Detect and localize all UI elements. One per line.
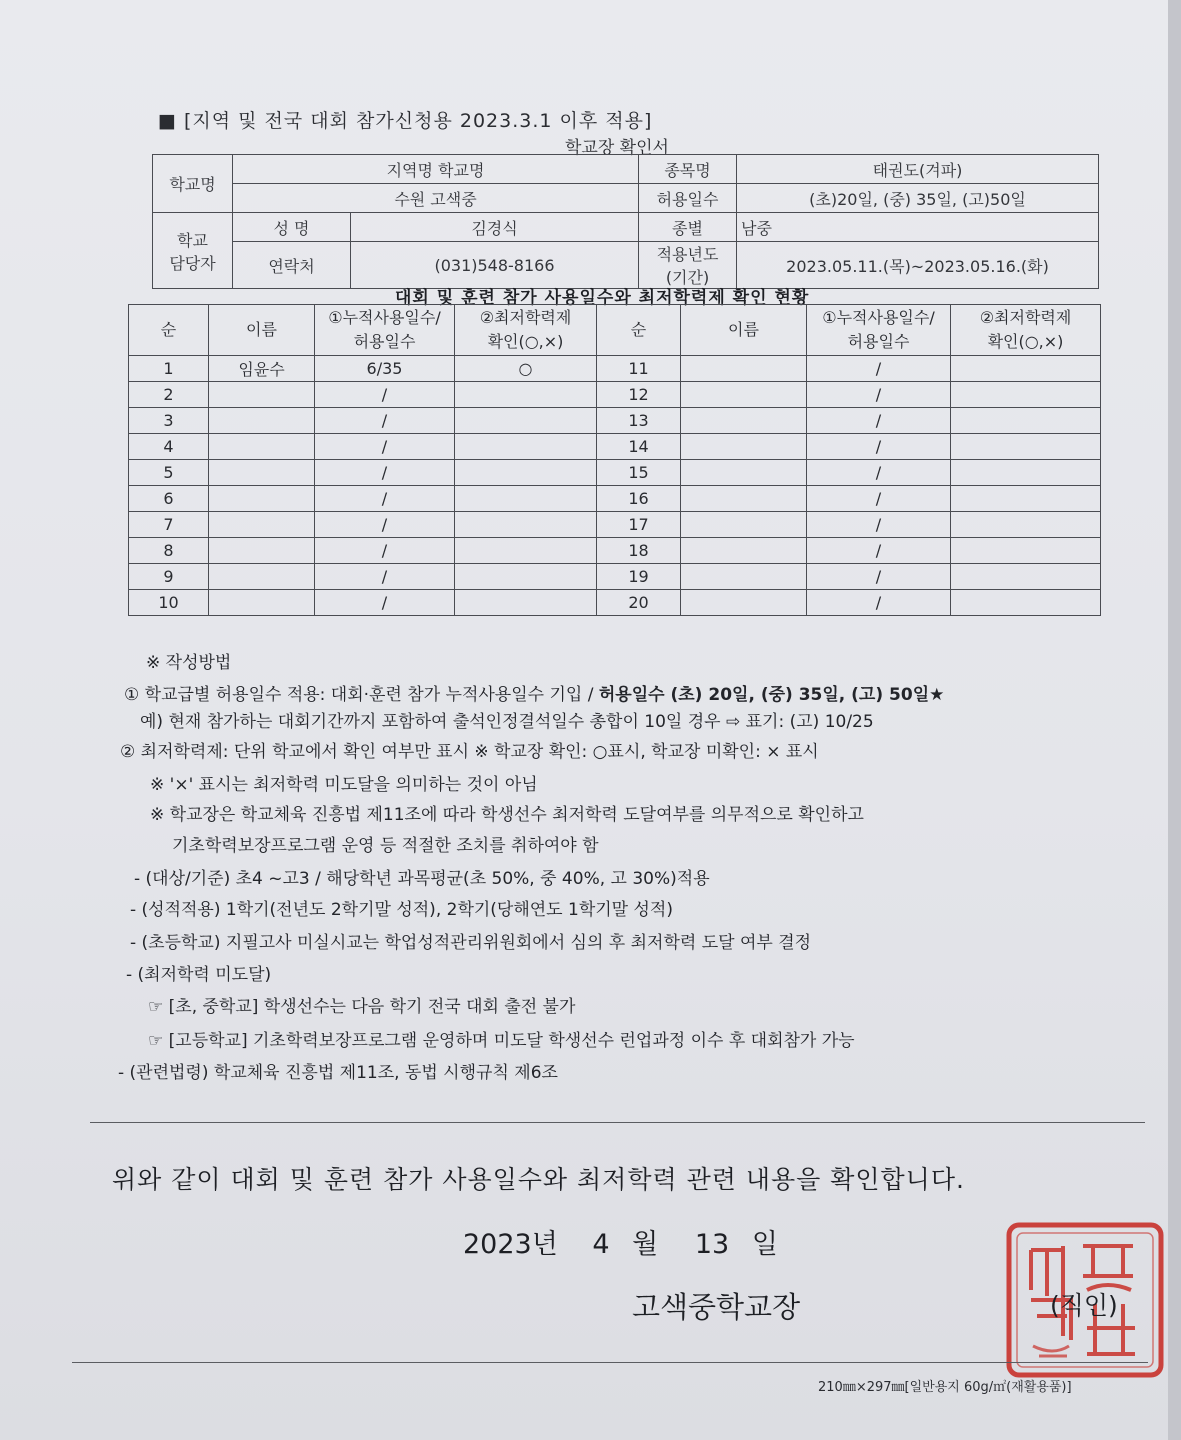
- paper-spec-footnote: 210㎜×297㎜[일반용지 60g/㎡(재활용품)]: [818, 1380, 1072, 1395]
- row-no: 5: [129, 460, 209, 486]
- section-title: 대회 및 훈련 참가 사용일수와 최저학력제 확인 현황: [395, 288, 810, 308]
- instruction-line-10: - (최저학력 미도달): [126, 965, 272, 985]
- row-days: 6/35: [315, 356, 455, 382]
- header-days-right-line2: 허용일수: [847, 332, 910, 351]
- row-days: /: [315, 460, 455, 486]
- gender-value: 남중: [737, 213, 1099, 242]
- row-check: [455, 382, 597, 408]
- row-name: [209, 538, 315, 564]
- instructions-heading: ※ 작성방법: [146, 653, 232, 673]
- school-region-label: 지역명 학교명: [233, 155, 639, 184]
- row-check-right: [951, 460, 1101, 486]
- row-days-right: /: [807, 356, 951, 382]
- row-no-right: 19: [597, 564, 681, 590]
- period-value: 2023.05.11.(목)~2023.05.16.(화): [737, 242, 1099, 289]
- row-name-right: [681, 564, 807, 590]
- date-day: 13: [694, 1229, 730, 1260]
- allowed-days-value: (초)20일, (중) 35일, (고)50일: [737, 184, 1099, 213]
- manager-label: [153, 213, 233, 289]
- row-no-right: 11: [597, 356, 681, 382]
- row-days: /: [315, 512, 455, 538]
- page-edge: [1168, 0, 1181, 1440]
- school-label: 학교명: [153, 155, 233, 213]
- instruction-line-6: 기초학력보장프로그램 운영 등 적절한 조치를 취하여야 함: [172, 836, 599, 856]
- row-no: 9: [129, 564, 209, 590]
- instruction-line-7: - (대상/기준) 초4 ~고3 / 해당학년 과목평균(초 50%, 중 40%, 고 30%)적용: [134, 869, 710, 889]
- row-name-right: [681, 512, 807, 538]
- confirmation-statement: 위와 같이 대회 및 훈련 참가 사용일수와 최저학력 관련 내용을 확인합니다.: [112, 1165, 965, 1194]
- header-check-line2: 확인(○,×): [487, 332, 564, 351]
- header-no-right: 순: [597, 305, 681, 356]
- row-no: 8: [129, 538, 209, 564]
- row-days: /: [315, 486, 455, 512]
- school-value: 수원 고색중: [233, 184, 639, 213]
- manager-label-line1: 학교: [177, 230, 208, 250]
- row-check-right: [951, 512, 1101, 538]
- row-name: [209, 564, 315, 590]
- row-check: [455, 434, 597, 460]
- row-days-right: /: [807, 538, 951, 564]
- header-days-line2: 허용일수: [353, 332, 416, 351]
- header-no: 순: [129, 305, 209, 356]
- event-value: 태권도(겨파): [737, 155, 1099, 184]
- row-days: /: [315, 434, 455, 460]
- manager-label-line2: 담당자: [169, 253, 216, 273]
- header-check-right-line2: 확인(○,×): [987, 332, 1064, 351]
- row-no-right: 12: [597, 382, 681, 408]
- name-value: 김경식: [351, 213, 639, 242]
- header-days: [315, 305, 455, 356]
- table-row: [129, 564, 1101, 590]
- row-name-right: [681, 460, 807, 486]
- instruction-line-3: ② 최저학력제: 단위 학교에서 확인 여부만 표시 ※ 학교장 확인: ○표시, 학교장 미확인: × 표시: [120, 742, 819, 762]
- row-name-right: [681, 356, 807, 382]
- date-year: 2023년: [463, 1229, 558, 1260]
- instruction-line-1: [124, 680, 944, 705]
- header-check-right: [951, 305, 1101, 356]
- row-check: [455, 460, 597, 486]
- form-header: ■ [지역 및 전국 대회 참가신청용 2023.3.1 이후 적용]: [158, 110, 653, 132]
- row-no: 2: [129, 382, 209, 408]
- instruction-line-1a: ① 학교급별 허용일수 적용: 대회·훈련 참가 누적사용일수 기입 /: [124, 685, 599, 705]
- row-no: 10: [129, 590, 209, 616]
- allowed-days-label: 허용일수: [639, 184, 737, 213]
- instruction-line-13: - (관련법령) 학교체육 진흥법 제11조, 동법 시행규칙 제6조: [118, 1063, 558, 1083]
- row-name: 임윤수: [209, 356, 315, 382]
- row-no: 7: [129, 512, 209, 538]
- gender-label: 종별: [639, 213, 737, 242]
- row-no: 3: [129, 408, 209, 434]
- seal-label: (직인): [1050, 1291, 1118, 1320]
- row-check-right: [951, 564, 1101, 590]
- row-check-right: [951, 382, 1101, 408]
- period-label-line2: (기간): [665, 268, 710, 287]
- row-no: 4: [129, 434, 209, 460]
- row-days-right: /: [807, 434, 951, 460]
- table-row: [129, 356, 1101, 382]
- table-header-row: [129, 305, 1101, 356]
- row-no-right: 15: [597, 460, 681, 486]
- row-check: [455, 408, 597, 434]
- row-check: [455, 538, 597, 564]
- row-days: /: [315, 538, 455, 564]
- header-days-line1: ①누적사용일수/: [328, 308, 441, 327]
- name-label: 성 명: [233, 213, 351, 242]
- row-no-right: 13: [597, 408, 681, 434]
- issue-date: [463, 1222, 778, 1261]
- row-check: [455, 564, 597, 590]
- row-name: [209, 408, 315, 434]
- header-check-right-line1: ②최저학력제: [979, 308, 1072, 327]
- row-days-right: /: [807, 460, 951, 486]
- date-day-unit: 일: [751, 1229, 778, 1260]
- instruction-line-8: - (성적적용) 1학기(전년도 2학기말 성적), 2학기(당해연도 1학기말 성적): [130, 900, 673, 920]
- row-name: [209, 382, 315, 408]
- row-name-right: [681, 538, 807, 564]
- row-days-right: /: [807, 512, 951, 538]
- row-name-right: [681, 408, 807, 434]
- principal-title: 고색중학교장: [632, 1290, 801, 1324]
- row-check-right: [951, 408, 1101, 434]
- contact-value: (031)548-8166: [351, 242, 639, 289]
- date-month: 4: [592, 1229, 610, 1260]
- instruction-line-2: 예) 현재 참가하는 대회기간까지 포함하여 출석인정결석일수 총합이 10일 경우 ⇨ 표기: (고) 10/25: [140, 712, 874, 732]
- row-days: /: [315, 382, 455, 408]
- contact-label: 연락처: [233, 242, 351, 289]
- row-check-right: [951, 434, 1101, 460]
- header-name: 이름: [209, 305, 315, 356]
- period-label: [639, 242, 737, 289]
- row-name-right: [681, 434, 807, 460]
- row-name-right: [681, 486, 807, 512]
- header-name-right: 이름: [681, 305, 807, 356]
- event-label: 종목명: [639, 155, 737, 184]
- row-check: [455, 512, 597, 538]
- row-name: [209, 512, 315, 538]
- row-days-right: /: [807, 564, 951, 590]
- table-row: [129, 486, 1101, 512]
- row-name: [209, 590, 315, 616]
- date-month-unit: 월: [632, 1229, 659, 1260]
- table-row: [129, 538, 1101, 564]
- row-name: [209, 486, 315, 512]
- row-days-right: /: [807, 486, 951, 512]
- row-check-right: [951, 538, 1101, 564]
- table-row: [129, 434, 1101, 460]
- row-no: 1: [129, 356, 209, 382]
- row-days-right: /: [807, 408, 951, 434]
- header-check-line1: ②최저학력제: [479, 308, 572, 327]
- row-no-right: 20: [597, 590, 681, 616]
- row-name: [209, 460, 315, 486]
- row-no-right: 14: [597, 434, 681, 460]
- row-check-right: [951, 486, 1101, 512]
- participation-table: [128, 304, 1101, 616]
- table-row: [129, 460, 1101, 486]
- row-check-right: [951, 356, 1101, 382]
- row-no-right: 16: [597, 486, 681, 512]
- instruction-line-4: ※ '×' 표시는 최저학력 미도달을 의미하는 것이 아님: [150, 775, 538, 795]
- header-days-right: [807, 305, 951, 356]
- table-row: [129, 512, 1101, 538]
- row-check: [455, 590, 597, 616]
- table-row: [129, 382, 1101, 408]
- instruction-line-9: - (초등학교) 지필고사 미실시교는 학업성적관리위원회에서 심의 후 최저학력 도달 여부 결정: [130, 933, 812, 953]
- row-days: /: [315, 408, 455, 434]
- row-days: /: [315, 590, 455, 616]
- row-no: 6: [129, 486, 209, 512]
- period-label-line1: 적용년도: [656, 245, 719, 264]
- row-days-right: /: [807, 382, 951, 408]
- instruction-line-12: ☞ [고등학교] 기초학력보장프로그램 운영하며 미도달 학생선수 런업과정 이수 후 대회참가 가능: [148, 1031, 855, 1051]
- row-check: ○: [455, 356, 597, 382]
- table-row: [129, 408, 1101, 434]
- instruction-line-5: ※ 학교장은 학교체육 진흥법 제11조에 따라 학생선수 최저학력 도달여부를 의무적으로 확인하고: [150, 805, 864, 825]
- header-check: [455, 305, 597, 356]
- row-days-right: /: [807, 590, 951, 616]
- row-days: /: [315, 564, 455, 590]
- table-row: [129, 590, 1101, 616]
- row-name: [209, 434, 315, 460]
- header-days-right-line1: ①누적사용일수/: [822, 308, 935, 327]
- document-title: 학교장 확인서: [565, 138, 669, 158]
- row-no-right: 17: [597, 512, 681, 538]
- row-no-right: 18: [597, 538, 681, 564]
- row-check-right: [951, 590, 1101, 616]
- divider-top: [90, 1122, 1145, 1123]
- row-check: [455, 486, 597, 512]
- instruction-line-11: ☞ [초, 중학교] 학생선수는 다음 학기 전국 대회 출전 불가: [148, 997, 576, 1017]
- divider-bottom: [72, 1362, 1148, 1363]
- school-info-table: [152, 154, 1099, 289]
- row-name-right: [681, 382, 807, 408]
- instruction-line-1b: 허용일수 (초) 20일, (중) 35일, (고) 50일★: [598, 685, 945, 705]
- row-name-right: [681, 590, 807, 616]
